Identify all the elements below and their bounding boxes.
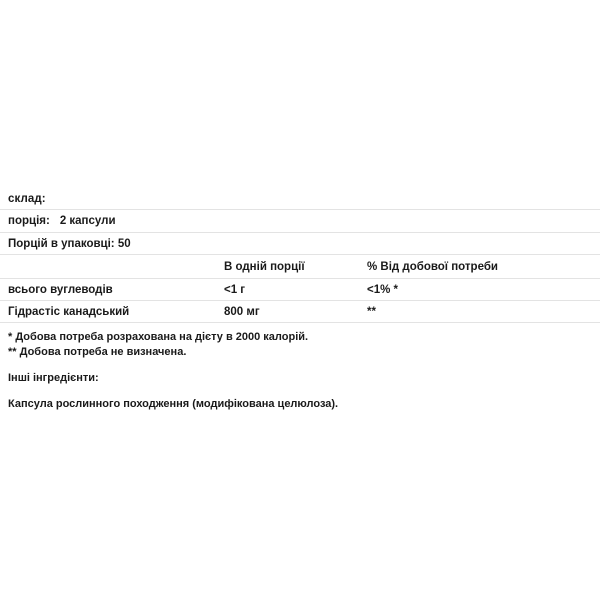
spacer xyxy=(0,360,600,370)
other-ingredients-label: Інші інгредієнти: xyxy=(8,372,99,384)
footnote-daily-value: * Добова потреба розрахована на дієту в 2000 калорій. xyxy=(8,331,309,343)
servings-per-container-row xyxy=(0,233,600,255)
servings-per-container: Порцій в упаковці: 50 xyxy=(8,237,131,250)
serving-size-label: порція: xyxy=(8,215,50,227)
table-header-row xyxy=(0,255,600,279)
footnote-not-established: ** Добова потреба не визначена. xyxy=(8,346,187,358)
supplement-facts-table xyxy=(0,188,600,412)
nutrient-name: всього вуглеводів xyxy=(8,283,113,296)
table-row xyxy=(0,279,600,301)
nutrient-amount: <1 г xyxy=(224,283,246,296)
table-row xyxy=(0,301,600,323)
footnotes xyxy=(0,323,600,360)
column-header-amount: В одній порції xyxy=(224,260,305,273)
nutrient-daily-value: <1% * xyxy=(367,283,399,296)
serving-size-row xyxy=(0,210,600,233)
serving-size-value: 2 капсули xyxy=(59,215,116,227)
other-ingredients-text: Капсула рослинного походження (модифікована целюлоза). xyxy=(8,398,339,410)
facts-title-row xyxy=(0,188,600,210)
column-header-daily-value: % Від добової потреби xyxy=(367,260,498,273)
nutrient-amount: 800 мг xyxy=(224,305,260,318)
facts-title: склад: xyxy=(8,192,46,205)
nutrient-daily-value: ** xyxy=(367,305,376,318)
nutrient-name: Гідрастіс канадський xyxy=(8,305,130,318)
